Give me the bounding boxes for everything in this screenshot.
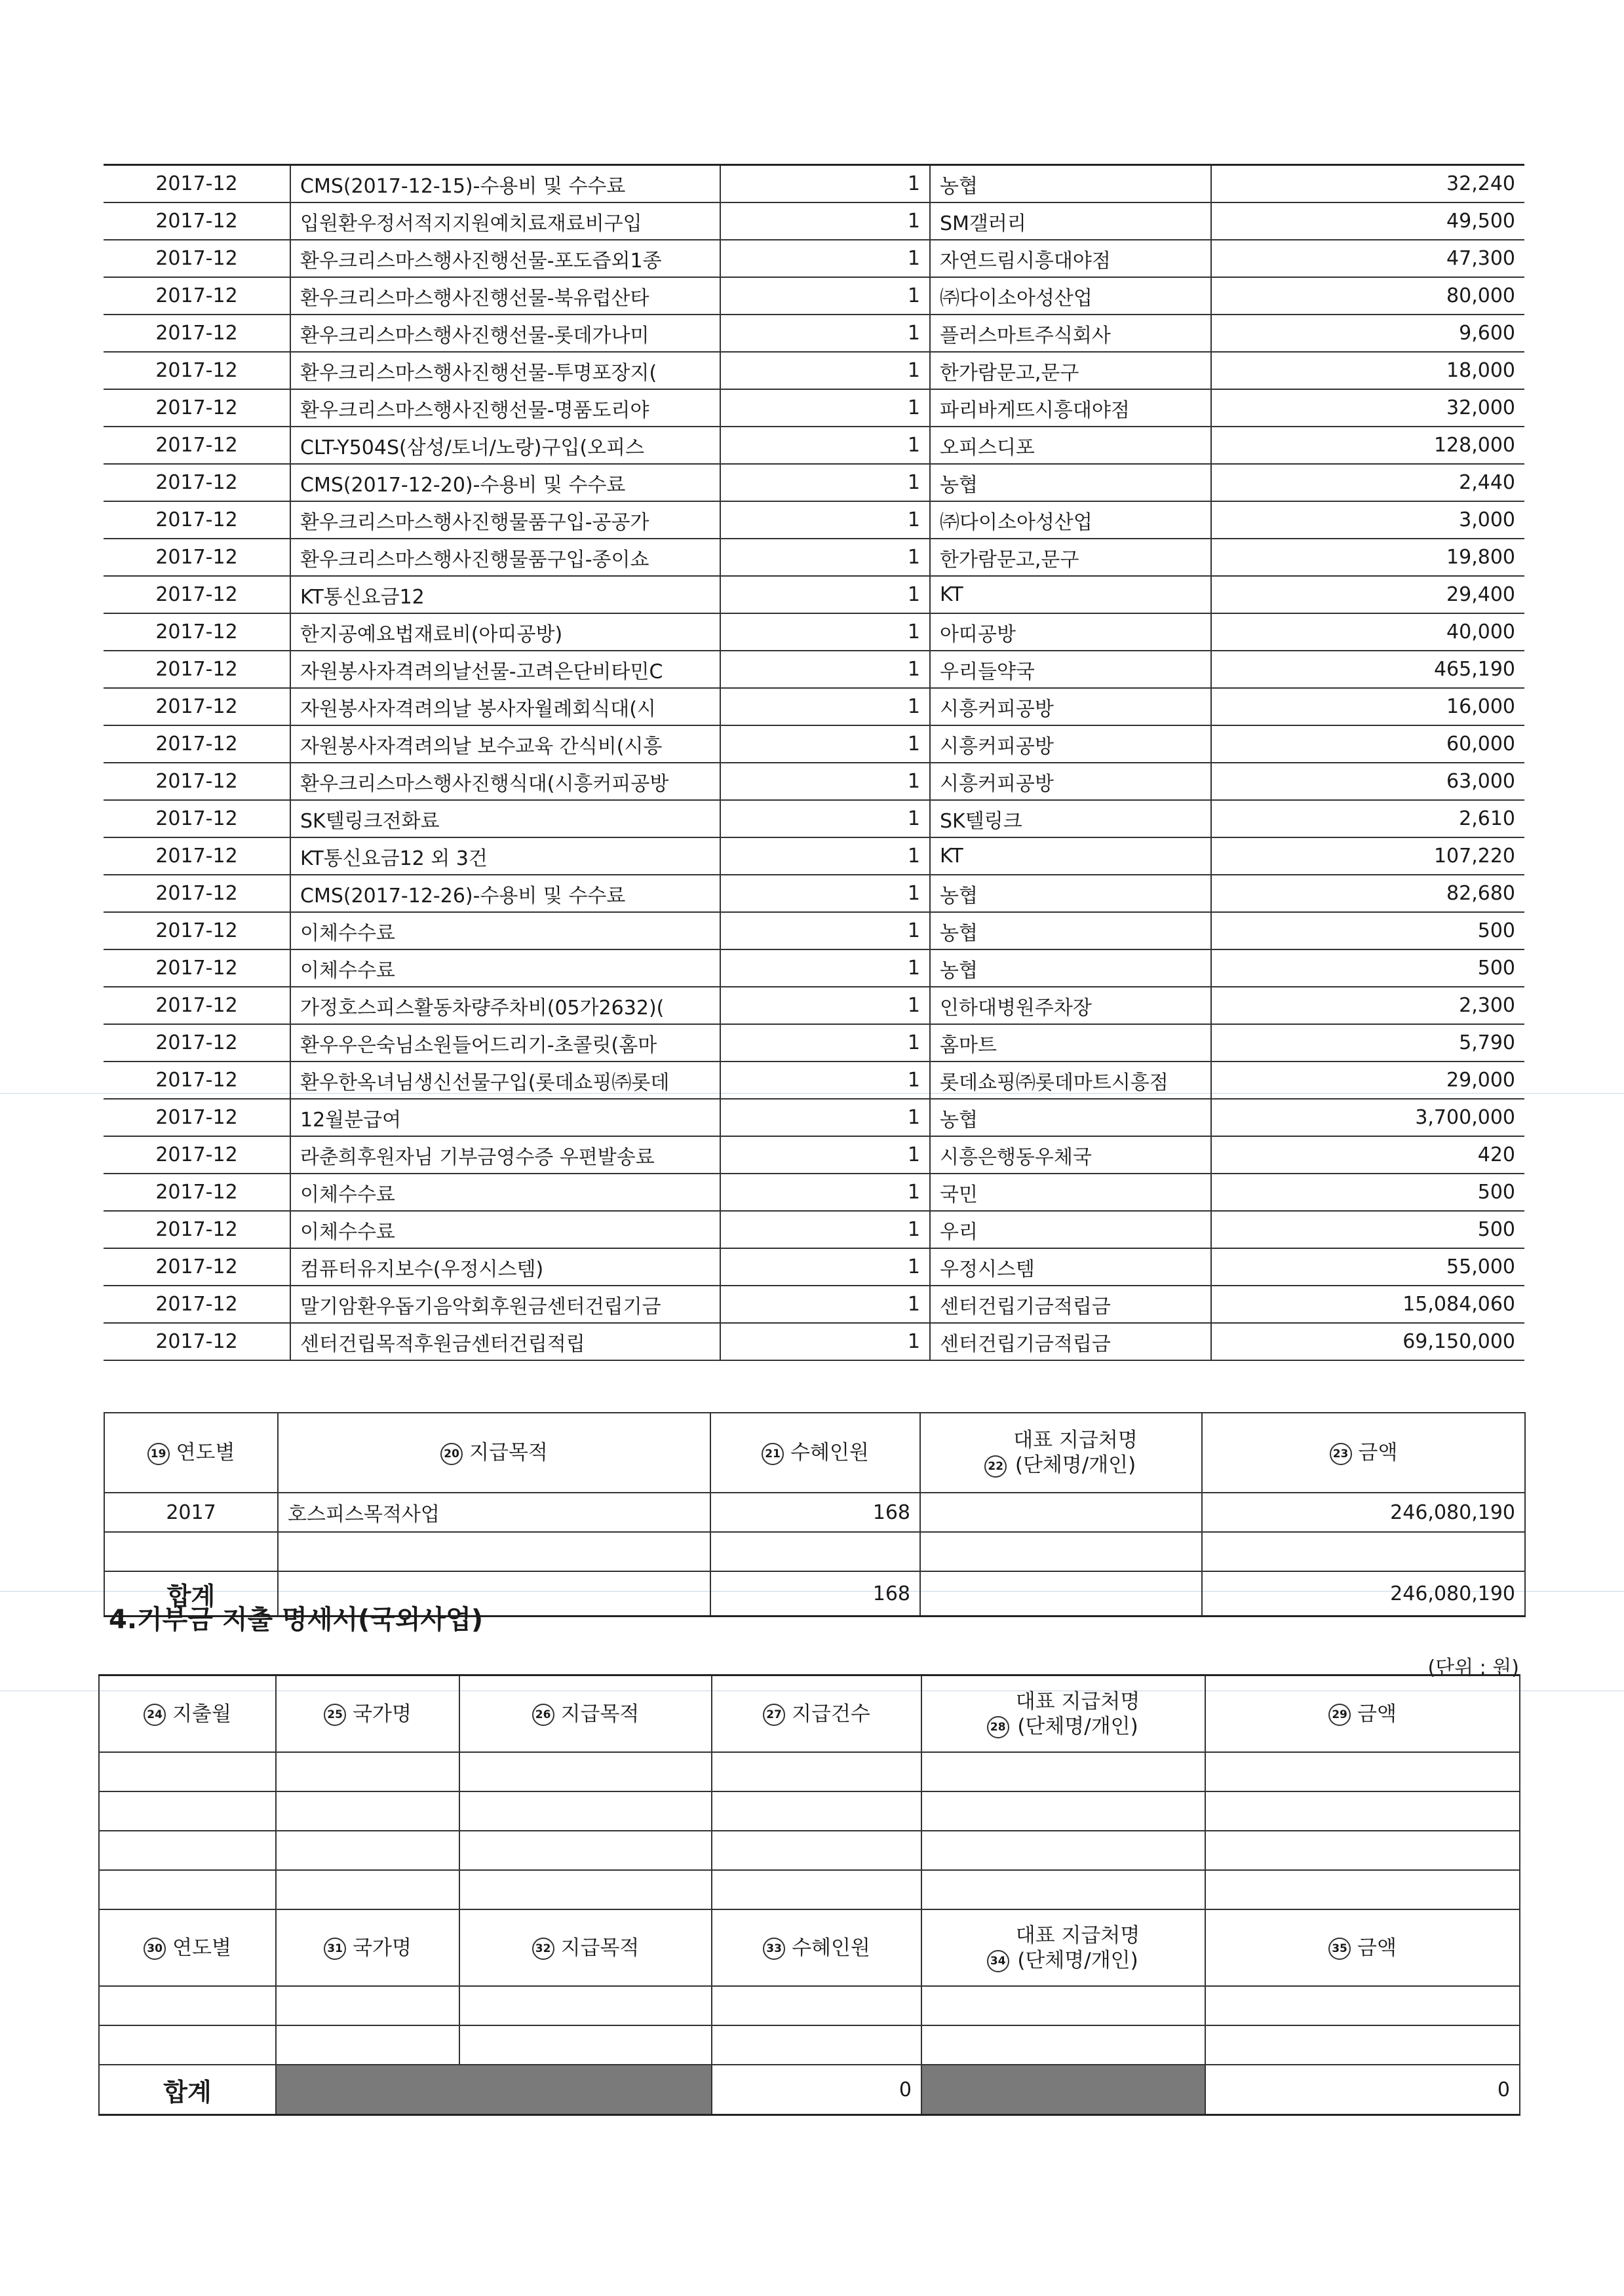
count-cell: 1 — [720, 352, 930, 389]
count-cell: 1 — [720, 240, 930, 277]
amount-cell: 9,600 — [1211, 315, 1524, 352]
count-cell: 1 — [720, 763, 930, 800]
month-cell: 2017-12 — [104, 1099, 290, 1136]
month-cell: 2017-12 — [104, 1211, 290, 1248]
amount-cell: 32,000 — [1211, 389, 1524, 427]
summary-year: 2017 — [104, 1493, 278, 1532]
total-label: 합계 — [99, 2065, 276, 2115]
count-cell: 1 — [720, 688, 930, 725]
header-people: 21 수혜인원 — [710, 1413, 920, 1493]
count-cell: 1 — [720, 800, 930, 837]
month-cell: 2017-12 — [104, 688, 290, 725]
count-cell: 1 — [720, 501, 930, 539]
payee-cell: 오피스디포 — [930, 427, 1211, 464]
payee-cell: 플러스마트주식회사 — [930, 315, 1211, 352]
month-cell: 2017-12 — [104, 1062, 290, 1099]
month-cell: 2017-12 — [104, 539, 290, 576]
count-cell: 1 — [720, 1286, 930, 1323]
table-row — [104, 202, 1524, 240]
month-cell: 2017-12 — [104, 800, 290, 837]
summary-purpose: 호스피스목적사업 — [278, 1493, 710, 1532]
purpose-cell: 이체수수료 — [290, 1174, 720, 1211]
amount-cell: 2,300 — [1211, 987, 1524, 1024]
foreign-blank-row — [99, 1791, 1520, 1831]
total-people: 0 — [712, 2065, 921, 2115]
amount-cell: 29,000 — [1211, 1062, 1524, 1099]
count-cell: 1 — [720, 539, 930, 576]
count-cell: 1 — [720, 464, 930, 501]
header-purpose: 32 지급목적 — [459, 1909, 712, 1986]
month-cell: 2017-12 — [104, 352, 290, 389]
payee-cell: ㈜다이소아성산업 — [930, 277, 1211, 315]
table-row — [104, 464, 1524, 501]
payee-cell: 아띠공방 — [930, 613, 1211, 651]
header-amount: 29 금액 — [1205, 1675, 1520, 1753]
table-row — [104, 1062, 1524, 1099]
count-cell: 1 — [720, 202, 930, 240]
month-cell: 2017-12 — [104, 725, 290, 763]
month-cell: 2017-12 — [104, 240, 290, 277]
count-cell: 1 — [720, 1062, 930, 1099]
purpose-cell: 라춘희후원자님 기부금영수증 우편발송료 — [290, 1136, 720, 1174]
amount-cell: 2,610 — [1211, 800, 1524, 837]
month-cell: 2017-12 — [104, 576, 290, 613]
foreign-total-row — [99, 2065, 1520, 2115]
purpose-cell: CMS(2017-12-20)-수용비 및 수수료 — [290, 464, 720, 501]
purpose-cell: 환우크리스마스행사진행선물-포도즙외1종 — [290, 240, 720, 277]
section-title: 4.기부금 지출 명세서(국외사업) — [109, 1605, 484, 1635]
shaded-cell — [921, 2065, 1205, 2115]
domestic-summary-table — [104, 1412, 1526, 1617]
header-count: 27 지급건수 — [712, 1675, 921, 1753]
foreign-blank-row — [99, 2025, 1520, 2065]
summary-row — [104, 1493, 1525, 1532]
summary-payee — [920, 1493, 1202, 1532]
amount-cell: 500 — [1211, 1211, 1524, 1248]
table-row — [104, 1286, 1524, 1323]
purpose-cell: 환우크리스마스행사진행선물-명품도리야 — [290, 389, 720, 427]
purpose-cell: 컴퓨터유지보수(우정시스템) — [290, 1248, 720, 1286]
payee-cell: 농협 — [930, 949, 1211, 987]
count-cell: 1 — [720, 1248, 930, 1286]
payee-cell: 홈마트 — [930, 1024, 1211, 1062]
summary-empty-row — [104, 1532, 1525, 1571]
table-row — [104, 613, 1524, 651]
month-cell: 2017-12 — [104, 1248, 290, 1286]
payee-cell: 롯데쇼핑㈜롯데마트시흥점 — [930, 1062, 1211, 1099]
payee-cell: SM갤러리 — [930, 202, 1211, 240]
table-row — [104, 987, 1524, 1024]
amount-cell: 69,150,000 — [1211, 1323, 1524, 1360]
table-row — [104, 240, 1524, 277]
purpose-cell: SK텔링크전화료 — [290, 800, 720, 837]
month-cell: 2017-12 — [104, 464, 290, 501]
amount-cell: 40,000 — [1211, 613, 1524, 651]
summary-amount: 246,080,190 — [1202, 1493, 1525, 1532]
month-cell: 2017-12 — [104, 202, 290, 240]
header-purpose: 26 지급목적 — [459, 1675, 712, 1753]
count-cell: 1 — [720, 1174, 930, 1211]
expense-detail-table — [104, 164, 1524, 1361]
total-label: 합계 — [104, 1571, 278, 1617]
amount-cell: 5,790 — [1211, 1024, 1524, 1062]
amount-cell: 32,240 — [1211, 165, 1524, 203]
table-row — [104, 1248, 1524, 1286]
table-row — [104, 352, 1524, 389]
payee-cell: 농협 — [930, 875, 1211, 912]
month-cell: 2017-12 — [104, 277, 290, 315]
table-row — [104, 837, 1524, 875]
count-cell: 1 — [720, 315, 930, 352]
table-row — [104, 1024, 1524, 1062]
purpose-cell: 말기암환우돕기음악회후원금센터건립기금 — [290, 1286, 720, 1323]
amount-cell: 47,300 — [1211, 240, 1524, 277]
purpose-cell: 이체수수료 — [290, 949, 720, 987]
foreign-header-row — [99, 1675, 1520, 1753]
month-cell: 2017-12 — [104, 501, 290, 539]
foreign-blank-row — [99, 1831, 1520, 1870]
header-amount: 35 금액 — [1205, 1909, 1520, 1986]
summary-people: 168 — [710, 1493, 920, 1532]
payee-cell: 우리들약국 — [930, 651, 1211, 688]
amount-cell: 2,440 — [1211, 464, 1524, 501]
table-row — [104, 912, 1524, 949]
count-cell: 1 — [720, 651, 930, 688]
count-cell: 1 — [720, 912, 930, 949]
purpose-cell: 가정호스피스활동차량주차비(05가2632)( — [290, 987, 720, 1024]
total-amount: 246,080,190 — [1202, 1571, 1525, 1617]
table-row — [104, 800, 1524, 837]
payee-cell: 파리바게뜨시흥대야점 — [930, 389, 1211, 427]
month-cell: 2017-12 — [104, 651, 290, 688]
purpose-cell: 센터건립목적후원금센터건립적립 — [290, 1323, 720, 1360]
month-cell: 2017-12 — [104, 1024, 290, 1062]
payee-cell: KT — [930, 837, 1211, 875]
count-cell: 1 — [720, 1323, 930, 1360]
table-row — [104, 875, 1524, 912]
purpose-cell: 이체수수료 — [290, 1211, 720, 1248]
payee-cell: 인하대병원주차장 — [930, 987, 1211, 1024]
purpose-cell: CMS(2017-12-15)-수용비 및 수수료 — [290, 165, 720, 203]
table-row — [104, 315, 1524, 352]
table-row — [104, 651, 1524, 688]
amount-cell: 3,700,000 — [1211, 1099, 1524, 1136]
payee-cell: 자연드림시흥대야점 — [930, 240, 1211, 277]
month-cell: 2017-12 — [104, 1286, 290, 1323]
header-purpose: 20 지급목적 — [278, 1413, 710, 1493]
amount-cell: 128,000 — [1211, 427, 1524, 464]
table-row — [104, 1099, 1524, 1136]
month-cell: 2017-12 — [104, 1136, 290, 1174]
table-row — [104, 949, 1524, 987]
amount-cell: 107,220 — [1211, 837, 1524, 875]
payee-cell: 한가람문고,문구 — [930, 539, 1211, 576]
header-year: 30 연도별 — [99, 1909, 276, 1986]
month-cell: 2017-12 — [104, 165, 290, 203]
purpose-cell: 자원봉사자격려의날선물-고려은단비타민C — [290, 651, 720, 688]
header-payee: 28대표 지급처명 (단체명/개인) — [921, 1675, 1205, 1753]
foreign-blank-row — [99, 1986, 1520, 2025]
amount-cell: 49,500 — [1211, 202, 1524, 240]
header-people: 33 수혜인원 — [712, 1909, 921, 1986]
summary-header-row — [104, 1413, 1525, 1493]
payee-cell: 우정시스템 — [930, 1248, 1211, 1286]
amount-cell: 29,400 — [1211, 576, 1524, 613]
payee-cell: 센터건립기금적립금 — [930, 1323, 1211, 1360]
payee-cell: 농협 — [930, 1099, 1211, 1136]
purpose-cell: 입원환우정서적지지원예치료재료비구입 — [290, 202, 720, 240]
purpose-cell: 환우크리스마스행사진행물품구입-공공가 — [290, 501, 720, 539]
amount-cell: 82,680 — [1211, 875, 1524, 912]
table-row — [104, 165, 1524, 203]
header-payee: 34대표 지급처명 (단체명/개인) — [921, 1909, 1205, 1986]
purpose-cell: 환우한옥녀님생신선물구입(롯데쇼핑㈜롯데 — [290, 1062, 720, 1099]
purpose-cell: CLT-Y504S(삼성/토너/노랑)구입(오피스 — [290, 427, 720, 464]
purpose-cell: 12월분급여 — [290, 1099, 720, 1136]
purpose-cell: 자원봉사자격려의날 보수교육 간식비(시흥 — [290, 725, 720, 763]
payee-cell: 센터건립기금적립금 — [930, 1286, 1211, 1323]
payee-cell: 우리 — [930, 1211, 1211, 1248]
table-row — [104, 277, 1524, 315]
table-row — [104, 1323, 1524, 1360]
month-cell: 2017-12 — [104, 613, 290, 651]
purpose-cell: 한지공예요법재료비(아띠공방) — [290, 613, 720, 651]
month-cell: 2017-12 — [104, 389, 290, 427]
total-people: 168 — [710, 1571, 920, 1617]
payee-cell: ㈜다이소아성산업 — [930, 501, 1211, 539]
count-cell: 1 — [720, 165, 930, 203]
table-row — [104, 1174, 1524, 1211]
amount-cell: 500 — [1211, 949, 1524, 987]
amount-cell: 3,000 — [1211, 501, 1524, 539]
count-cell: 1 — [720, 987, 930, 1024]
count-cell: 1 — [720, 427, 930, 464]
purpose-cell: 환우크리스마스행사진행선물-투명포장지( — [290, 352, 720, 389]
payee-cell: 시흥커피공방 — [930, 763, 1211, 800]
purpose-cell: 이체수수료 — [290, 912, 720, 949]
header-amount: 23 금액 — [1202, 1413, 1525, 1493]
foreign-blank-row — [99, 1752, 1520, 1791]
month-cell: 2017-12 — [104, 949, 290, 987]
purpose-cell: CMS(2017-12-26)-수용비 및 수수료 — [290, 875, 720, 912]
table-row — [104, 1136, 1524, 1174]
table-row — [104, 539, 1524, 576]
purpose-cell: 환우크리스마스행사진행물품구입-종이쇼 — [290, 539, 720, 576]
count-cell: 1 — [720, 1024, 930, 1062]
purpose-cell: KT통신요금12 — [290, 576, 720, 613]
payee-cell: 농협 — [930, 912, 1211, 949]
payee-cell: KT — [930, 576, 1211, 613]
amount-cell: 55,000 — [1211, 1248, 1524, 1286]
payee-cell: 시흥은행동우체국 — [930, 1136, 1211, 1174]
table-row — [104, 1211, 1524, 1248]
count-cell: 1 — [720, 725, 930, 763]
payee-cell: 한가람문고,문구 — [930, 352, 1211, 389]
table-row — [104, 576, 1524, 613]
table-row — [104, 725, 1524, 763]
month-cell: 2017-12 — [104, 912, 290, 949]
amount-cell: 19,800 — [1211, 539, 1524, 576]
purpose-cell: KT통신요금12 외 3건 — [290, 837, 720, 875]
count-cell: 1 — [720, 875, 930, 912]
amount-cell: 63,000 — [1211, 763, 1524, 800]
payee-cell: 국민 — [930, 1174, 1211, 1211]
month-cell: 2017-12 — [104, 427, 290, 464]
month-cell: 2017-12 — [104, 315, 290, 352]
count-cell: 1 — [720, 613, 930, 651]
amount-cell: 18,000 — [1211, 352, 1524, 389]
count-cell: 1 — [720, 1136, 930, 1174]
payee-cell: 농협 — [930, 165, 1211, 203]
purpose-cell: 환우우은숙님소원들어드리기-초콜릿(홈마 — [290, 1024, 720, 1062]
month-cell: 2017-12 — [104, 875, 290, 912]
purpose-cell: 환우크리스마스행사진행식대(시흥커피공방 — [290, 763, 720, 800]
shaded-cell — [276, 2065, 712, 2115]
amount-cell: 500 — [1211, 1174, 1524, 1211]
table-row — [104, 501, 1524, 539]
amount-cell: 420 — [1211, 1136, 1524, 1174]
payee-cell: SK텔링크 — [930, 800, 1211, 837]
month-cell: 2017-12 — [104, 1323, 290, 1360]
payee-cell: 시흥커피공방 — [930, 688, 1211, 725]
count-cell: 1 — [720, 1099, 930, 1136]
foreign-expense-table — [98, 1674, 1520, 2116]
purpose-cell: 자원봉사자격려의날 봉사자월례회식대(시 — [290, 688, 720, 725]
payee-cell: 농협 — [930, 464, 1211, 501]
count-cell: 1 — [720, 837, 930, 875]
count-cell: 1 — [720, 1211, 930, 1248]
count-cell: 1 — [720, 389, 930, 427]
header-year: 19 연도별 — [104, 1413, 278, 1493]
amount-cell: 80,000 — [1211, 277, 1524, 315]
foreign-header-row-2 — [99, 1909, 1520, 1986]
table-row — [104, 688, 1524, 725]
amount-cell: 60,000 — [1211, 725, 1524, 763]
payee-cell: 시흥커피공방 — [930, 725, 1211, 763]
amount-cell: 465,190 — [1211, 651, 1524, 688]
amount-cell: 16,000 — [1211, 688, 1524, 725]
header-country: 31 국가명 — [276, 1909, 459, 1986]
purpose-cell: 환우크리스마스행사진행선물-롯데가나미 — [290, 315, 720, 352]
total-amount: 0 — [1205, 2065, 1520, 2115]
month-cell: 2017-12 — [104, 1174, 290, 1211]
month-cell: 2017-12 — [104, 987, 290, 1024]
count-cell: 1 — [720, 576, 930, 613]
purpose-cell: 환우크리스마스행사진행선물-북유럽산타 — [290, 277, 720, 315]
header-payee: 22대표 지급처명 (단체명/개인) — [920, 1413, 1202, 1493]
header-country: 25 국가명 — [276, 1675, 459, 1753]
table-row — [104, 389, 1524, 427]
header-month: 24 지출월 — [99, 1675, 276, 1753]
count-cell: 1 — [720, 277, 930, 315]
foreign-blank-row — [99, 1870, 1520, 1909]
month-cell: 2017-12 — [104, 837, 290, 875]
amount-cell: 15,084,060 — [1211, 1286, 1524, 1323]
count-cell: 1 — [720, 949, 930, 987]
month-cell: 2017-12 — [104, 763, 290, 800]
table-row — [104, 763, 1524, 800]
table-row — [104, 427, 1524, 464]
unit-label: (단위 : 원) — [1427, 1656, 1519, 1679]
amount-cell: 500 — [1211, 912, 1524, 949]
